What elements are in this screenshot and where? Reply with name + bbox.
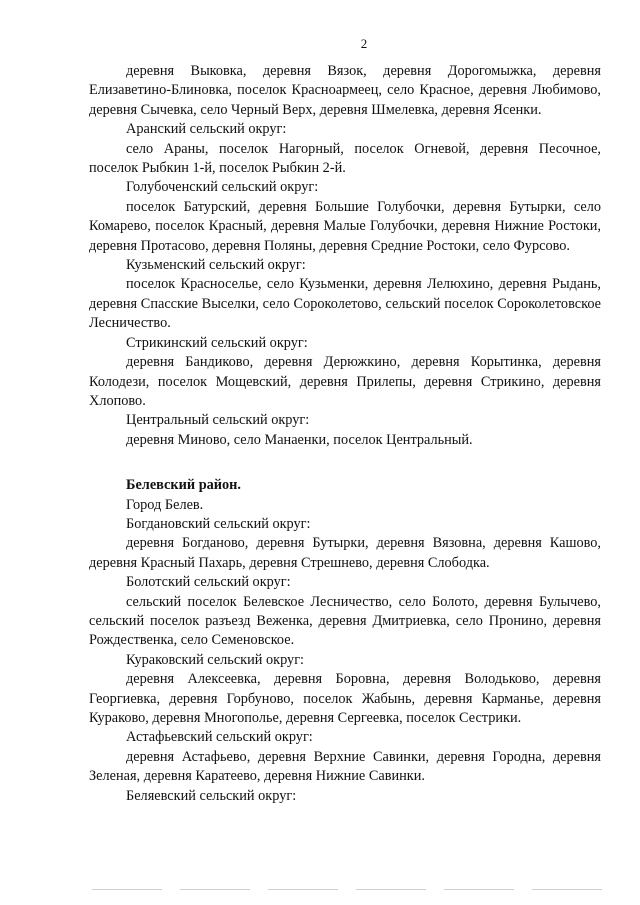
scan-dash <box>92 889 162 890</box>
scan-dash <box>180 889 250 890</box>
okrug-heading: Голубоченский сельский округ: <box>126 179 319 196</box>
settlement-list: поселок Красноселье, село Кузьменки, деревня Лелюхино, деревня Рыдань, деревня Спасские Выселки, село Сороколетово, сельский поселок Сороколетовское Лесничество. <box>89 276 601 332</box>
scan-dash <box>444 889 514 890</box>
okrug-heading: Богдановский сельский округ: <box>126 515 311 532</box>
settlement-list: деревня Миново, село Манаенки, поселок Центральный. <box>126 431 473 448</box>
settlement-list: деревня Алексеевка, деревня Боровна, деревня Володьково, деревня Георгиевка, деревня Горбуново, поселок Жабынь, деревня Карманье, деревня Кураково, деревня Многополье, деревня Сергеевка, поселок Сестрики. <box>89 671 601 726</box>
page-number: 2 <box>360 36 368 51</box>
scan-artifact-line <box>92 889 602 893</box>
district-heading: Белевский район. <box>126 477 241 494</box>
okrug-heading: Аранский сельский округ: <box>126 121 287 138</box>
okrug-heading: Кураковский сельский округ: <box>126 651 305 668</box>
settlement-list: сельский поселок Белевское Лесничество, село Болото, деревня Булычево, сельский поселок разъезд Веженка, деревня Дмитриевка, село Пронино, деревня Рождественка, село Семеновское. <box>89 593 601 649</box>
okrug-heading: Беляевский сельский округ: <box>126 787 297 804</box>
okrug-heading: Стрикинский сельский округ: <box>126 334 308 351</box>
settlement-list: деревня Астафьево, деревня Верхние Савинки, деревня Городна, деревня Зеленая, деревня Каратеево, деревня Нижние Савинки. <box>89 748 601 785</box>
okrug-heading: Кузьменский сельский округ: <box>126 257 306 274</box>
settlement-list: деревня Выковка, деревня Вязок, деревня Дорогомыжка, деревня Елизаветино-Блиновка, поселок Красноармеец, село Красное, деревня Любимово, деревня Сычевка, село Черный Верх, деревня Шмелевка, деревня Ясенки. <box>89 63 601 118</box>
city-heading: Город Белев. <box>126 496 204 513</box>
document-body <box>89 62 601 806</box>
settlement-list: деревня Богданово, деревня Бутырки, деревня Вязовна, деревня Кашово, деревня Красный Пахарь, деревня Стрешнево, деревня Слободка. <box>89 535 601 571</box>
settlement-list: поселок Батурский, деревня Большие Голубочки, деревня Бутырки, село Комарево, поселок Красный, деревня Малые Голубочки, деревня Нижние Ростоки, деревня Протасово, деревня Поляны, деревня Средние Ростоки, село Фурсово. <box>89 198 601 254</box>
settlement-list: село Араны, поселок Нагорный, поселок Огневой, деревня Песочное, поселок Рыбкин 1-й, поселок Рыбкин 2-й. <box>89 140 601 177</box>
okrug-heading: Болотский сельский округ: <box>126 574 291 591</box>
scan-dash <box>532 889 602 890</box>
settlement-list: деревня Бандиково, деревня Дерюжкино, деревня Корытинка, деревня Колодези, поселок Мощевский, деревня Прилепы, деревня Стрикино, деревня Хлопово. <box>89 354 601 409</box>
okrug-heading: Астафьевский сельский округ: <box>126 729 313 746</box>
scan-dash <box>356 889 426 890</box>
scan-dash <box>268 889 338 890</box>
okrug-heading: Центральный сельский округ: <box>126 412 310 429</box>
